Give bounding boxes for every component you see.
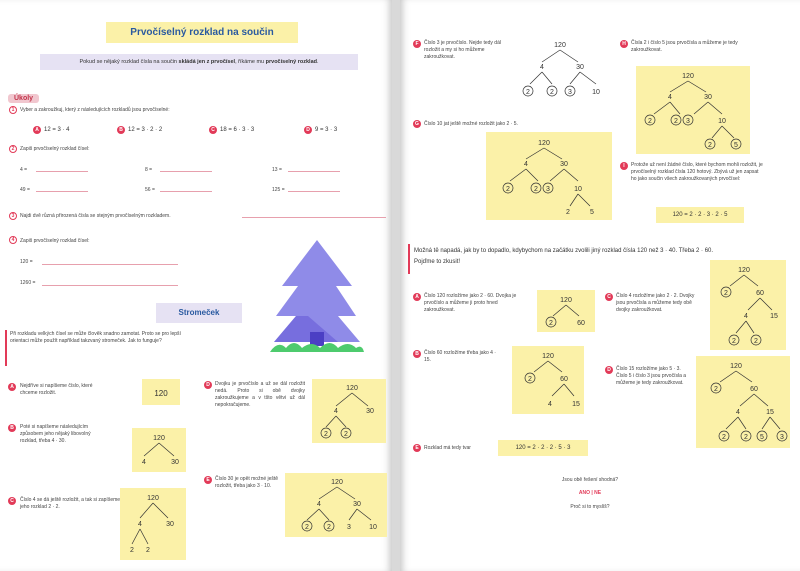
- left-page: [0, 0, 392, 571]
- svg-text:3: 3: [347, 524, 351, 531]
- task1-number: 1: [9, 106, 17, 114]
- step-b-text: Poté si napíšeme následujícím způsobem jeho nějaký libovolný rozklad, třeba 4 · 30.: [20, 424, 91, 444]
- task2-text: Zapiš prvočíselný rozklad čísel:: [20, 146, 90, 152]
- svg-text:2: 2: [305, 524, 309, 531]
- step-g-text: Číslo 10 jat ještě možné rozložit jako 2 · 5.: [424, 121, 518, 127]
- step2-e-letter: E: [413, 444, 421, 452]
- task3-number: 3: [9, 212, 17, 220]
- svg-text:30: 30: [366, 408, 374, 415]
- svg-text:2: 2: [146, 547, 150, 554]
- task2-number: 2: [9, 145, 17, 153]
- svg-text:4: 4: [540, 64, 544, 71]
- task1-text: Vyber a zakroužkuj, který z následujících rozkladů jsou prvočíselné:: [20, 107, 170, 113]
- svg-text:60: 60: [577, 320, 585, 327]
- svg-text:4: 4: [334, 408, 338, 415]
- svg-text:120: 120: [738, 267, 750, 274]
- step-i-letter: I: [620, 162, 628, 170]
- svg-text:4: 4: [668, 94, 672, 101]
- task2-item: 13 =: [272, 167, 282, 173]
- task4-number: 4: [9, 236, 17, 244]
- svg-text:5: 5: [734, 142, 738, 149]
- svg-text:4: 4: [548, 401, 552, 408]
- step-e-letter: E: [204, 476, 212, 484]
- question-text: Možná tě napadá, jak by to dopadlo, kdybychom na začátku zvolili jiný rozklad čísla 120 než 3 · 40. Třeba 2 · 60. Pojďme to zkusit!: [414, 248, 714, 265]
- svg-text:2: 2: [566, 209, 570, 216]
- answer-line[interactable]: [288, 191, 340, 192]
- svg-text:2: 2: [324, 431, 328, 438]
- task1-option-b[interactable]: 12 = 3 · 2 · 2: [128, 127, 163, 133]
- step2-d-letter: D: [605, 366, 613, 374]
- step-a-letter: A: [8, 383, 16, 391]
- svg-text:60: 60: [560, 376, 568, 383]
- svg-text:2: 2: [744, 434, 748, 441]
- task1-option-b-letter: B: [117, 126, 125, 134]
- tree-step-a: [142, 379, 180, 405]
- svg-text:3: 3: [568, 89, 572, 96]
- svg-text:120: 120: [147, 495, 159, 502]
- answer-line[interactable]: [42, 285, 178, 286]
- task2-item: 4 =: [20, 167, 28, 173]
- step-c-letter: C: [8, 497, 16, 505]
- tree-step-c: [120, 488, 186, 560]
- step-a-text: Nejdříve si napíšeme číslo, které chceme rozložit.: [20, 383, 93, 396]
- task4-text: Zapiš prvočíselný rozklad čísel:: [20, 238, 90, 244]
- svg-text:10: 10: [718, 118, 726, 125]
- right-page: [400, 0, 800, 571]
- step-g-letter: G: [413, 120, 421, 128]
- answer-line[interactable]: [160, 171, 212, 172]
- svg-text:2: 2: [724, 290, 728, 297]
- step2-c-letter: C: [605, 293, 613, 301]
- step-d-text: Dvojku je prvočíslo a už se dál rozložit nedá. Proto si obě dvojky zakroužkujeme a v tšto větvi už dál nepokračujeme.: [215, 381, 305, 408]
- svg-text:10: 10: [369, 524, 377, 531]
- task2-item: 125 =: [272, 187, 285, 193]
- svg-text:4: 4: [138, 521, 142, 528]
- task4-item: 1260 =: [20, 280, 36, 286]
- tree-step2-a: [537, 290, 595, 332]
- step-h-text: Čísla 2 i číslo 5 jsou prvočísla a můžeme je tedy zakroužkovat.: [631, 40, 738, 53]
- answer-line[interactable]: [160, 191, 212, 192]
- tree-step-b: [132, 428, 186, 472]
- svg-text:3: 3: [686, 118, 690, 125]
- task2-item: 49 =: [20, 187, 30, 193]
- tree-step2-d: [696, 356, 790, 448]
- step2-a-text: Číslo 120 rozložíme jako 2 · 60. Dvojka je prvočíslo a můžeme ji proto hned zakroužkovat.: [424, 293, 517, 313]
- svg-text:2: 2: [528, 376, 532, 383]
- step2-a-letter: A: [413, 293, 421, 301]
- task1-option-a[interactable]: 12 = 3 · 4: [44, 127, 70, 133]
- svg-text:5: 5: [760, 434, 764, 441]
- intro-bar: [5, 330, 7, 366]
- step-d-letter: D: [204, 381, 212, 389]
- svg-text:10: 10: [592, 89, 600, 96]
- svg-text:120: 120: [682, 73, 694, 80]
- answer-line[interactable]: [36, 171, 88, 172]
- svg-text:5: 5: [590, 209, 594, 216]
- answer-line[interactable]: [288, 171, 340, 172]
- svg-text:120: 120: [153, 435, 165, 442]
- answer-line[interactable]: [42, 264, 178, 265]
- tree-step-g: [486, 132, 612, 220]
- step2-b-letter: B: [413, 350, 421, 358]
- svg-text:30: 30: [560, 161, 568, 168]
- svg-text:2: 2: [754, 338, 758, 345]
- task4-item: 120 =: [20, 259, 33, 265]
- svg-text:2: 2: [708, 142, 712, 149]
- result1: 120 = 2 · 2 · 3 · 2 · 5: [672, 212, 728, 218]
- task1-option-c-letter: C: [209, 126, 217, 134]
- step-h-letter: H: [620, 40, 628, 48]
- svg-text:4: 4: [142, 459, 146, 466]
- step2-b-text: Číslo 60 rozložíme třeba jako 4 · 15.: [424, 350, 496, 363]
- svg-text:30: 30: [576, 64, 584, 71]
- tasks-label: Úkoly: [8, 87, 39, 105]
- svg-text:2: 2: [506, 186, 510, 193]
- task3-text: Najdi dvě různá přirozená čísla se stejným prvočíselným rozkladem.: [20, 213, 171, 219]
- step-c-text: Číslo 4 se dá ještě rozložit, a tak si zapíšeme jeho rozklad 2 · 2.: [20, 497, 121, 510]
- intro-text: Při rozkladu velkých čísel se může člověk snadno zamotat. Proto se pro lepší orientaci může použít například takzvaný stromeček. Jak to funguje?: [10, 331, 181, 344]
- svg-text:120: 120: [730, 363, 742, 370]
- svg-text:2: 2: [648, 118, 652, 125]
- svg-text:30: 30: [171, 459, 179, 466]
- svg-text:2: 2: [714, 386, 718, 393]
- task2-item: 56 =: [145, 187, 155, 193]
- svg-text:2: 2: [327, 524, 331, 531]
- svg-text:4: 4: [736, 409, 740, 416]
- svg-text:3: 3: [546, 186, 550, 193]
- ano-ne-choice[interactable]: ANO | NE: [578, 490, 602, 496]
- task1-option-a-letter: A: [33, 126, 41, 134]
- step2-e-text: Rozklad má tedy tvar: [424, 445, 471, 451]
- svg-text:30: 30: [704, 94, 712, 101]
- svg-text:4: 4: [317, 501, 321, 508]
- task1-option-d-letter: D: [304, 126, 312, 134]
- svg-text:3: 3: [780, 434, 784, 441]
- svg-text:30: 30: [166, 521, 174, 528]
- task1-option-d[interactable]: 9 = 3 · 3: [315, 127, 338, 133]
- definition-box: Pokud se nějaký rozklad čísla na součin skládá jen z prvočísel, říkáme mu prvočíselný rozklad.: [40, 54, 358, 70]
- svg-text:15: 15: [572, 401, 580, 408]
- svg-text:2: 2: [732, 338, 736, 345]
- svg-text:120: 120: [560, 297, 572, 304]
- tree-step2-c: [710, 260, 786, 350]
- svg-text:120: 120: [538, 140, 550, 147]
- step-e-text: Číslo 30 je opět možné ještě rozložit, třeba jako 3 · 10.: [215, 476, 279, 489]
- svg-text:120: 120: [554, 42, 566, 49]
- svg-text:120: 120: [346, 385, 358, 392]
- svg-text:4: 4: [524, 161, 528, 168]
- tree-step-h: [636, 66, 750, 154]
- same-question: Jsou obě řešení shodná?: [561, 477, 619, 483]
- step-b-letter: B: [8, 424, 16, 432]
- step-f-letter: F: [413, 40, 421, 48]
- svg-text:60: 60: [756, 290, 764, 297]
- svg-text:2: 2: [550, 89, 554, 96]
- step2-d-text: Číslo 15 rozložíme jako 5 · 3. Číslo 5 i číslo 3 jsou prvočísla a můžeme je tedy zakroužkovat.: [616, 366, 687, 386]
- step-i-text: Protože už není žádné číslo, které bychom mohli rozložit, je prvočíselný rozklad čísla 120 hotový. Zbývá už jen zapsat ho jako součin všech zakroužkovaných prvočísel:: [631, 162, 763, 182]
- svg-text:2: 2: [526, 89, 530, 96]
- svg-text:4: 4: [744, 313, 748, 320]
- question-bar: [408, 244, 410, 274]
- svg-text:60: 60: [750, 386, 758, 393]
- svg-text:2: 2: [722, 434, 726, 441]
- page-title: Prvočíselný rozklad na součin: [106, 22, 298, 43]
- svg-text:2: 2: [534, 186, 538, 193]
- answer-line[interactable]: [36, 191, 88, 192]
- step-f-text: Číslo 3 je prvočíslo. Nejde tedy dál rozložit a my si ho můžeme zakroužkovat.: [424, 40, 501, 60]
- answer-line[interactable]: [242, 217, 386, 218]
- task1-option-c[interactable]: 18 = 6 · 3 · 3: [220, 127, 255, 133]
- svg-text:15: 15: [770, 313, 778, 320]
- stromecek-label: Stromeček: [156, 303, 242, 323]
- task2-item: 8 =: [145, 167, 153, 173]
- tree-illustration: [268, 236, 366, 358]
- step2-c-text: Číslo 4 rozložíme jako 2 · 2. Dvojky jsou prvočísla a můžeme tedy obě dvojky zakroužkovat.: [616, 293, 695, 313]
- result2: 120 = 2 · 2 · 2 · 5 · 3: [515, 445, 571, 451]
- svg-text:2: 2: [549, 320, 553, 327]
- svg-text:10: 10: [574, 186, 582, 193]
- svg-text:120: 120: [542, 353, 554, 360]
- tree-step-d: [312, 379, 386, 443]
- svg-text:15: 15: [766, 409, 774, 416]
- tree-step2-b: [512, 346, 584, 414]
- svg-text:2: 2: [344, 431, 348, 438]
- svg-text:120: 120: [331, 479, 343, 486]
- svg-text:30: 30: [353, 501, 361, 508]
- svg-text:2: 2: [674, 118, 678, 125]
- why-question: Proč si to myslíš?: [570, 504, 610, 510]
- tree-node: 120: [154, 389, 168, 398]
- tree-step-f: [512, 36, 602, 100]
- tree-step-e: [285, 473, 387, 537]
- svg-text:2: 2: [130, 547, 134, 554]
